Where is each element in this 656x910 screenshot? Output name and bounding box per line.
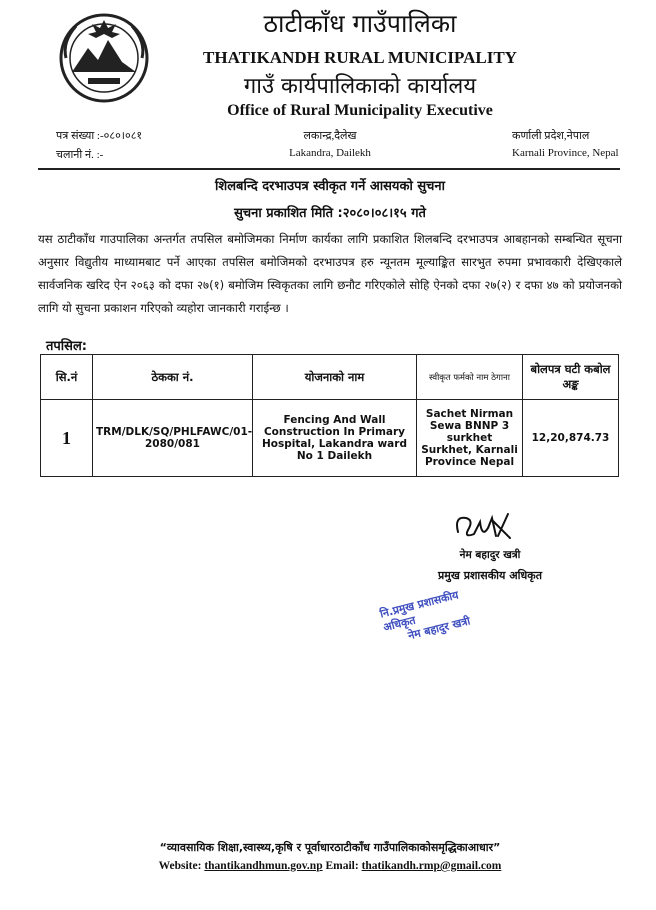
table-header-row [41,355,619,400]
cell-contract-no: TRM/DLK/SQ/PHLFAWC/01-2080/081 [93,400,253,477]
office-name-nepali: गाउँ कार्यपालिकाको कार्यालय [243,74,477,99]
place-nepali: लकान्द्र,दैलेख [303,130,357,142]
column-header-project: योजनाको नाम [253,355,417,400]
stamp-line-1: नि.प्रमुख प्रशासकीय अधिकृत [378,588,460,635]
cell-amount: 12,20,874.73 [523,400,619,477]
municipality-name-nepali: ठाटीकाँध गाउँपालिका [263,9,457,38]
published-date: सुचना प्रकाशित मिति :२०८०।०८।१५ गते [234,206,426,221]
schedule-label: तपसिल: [46,339,87,354]
header-divider [38,168,620,170]
letter-number: पत्र संख्या :-०८०।०८१ [56,130,143,142]
column-header-sn: सि.नं [41,355,93,400]
handwritten-signature [452,508,518,544]
municipality-emblem-logo [58,12,150,104]
footer-contact [80,860,580,872]
stamp-line-2: नेम बहादुर खत्री [406,614,472,643]
dispatch-number: चलानी नं. :- [56,149,104,161]
notice-subject: शिलबन्दि दरभाउपत्र स्वीकृत गर्ने आसयको सुचना [215,179,445,194]
schedule-table [40,354,619,477]
column-header-amount: बोलपत्र घटी कबोल अङ्क [523,355,619,400]
signatory-title: प्रमुख प्रशासकीय अधिकृत [438,569,542,582]
province-english: Karnali Province, Nepal [512,147,619,159]
table-row [41,400,619,477]
email-link[interactable]: thatikandh.rmp@gmail.com [361,860,502,872]
cell-project: Fencing And Wall Construction In Primary Hospital, Lakandra ward No 1 Dailekh [253,400,417,477]
footer-slogan: “व्यावसायिक शिक्षा,स्वास्थ्य,कृषि र पूर्वाधारठाटीकाँध गाउँपालिकाकोसमृद्धिकाआधार” [159,841,501,854]
website-link[interactable]: thantikandhmun.gov.np [204,860,323,872]
notice-body: यस ठाटीकाँध गाउपालिका अन्तर्गत तपसिल बमोजिमका निर्माण कार्यका लागि प्रकाशित शिलबन्दि दरभाउपत्र आबहानको सम्बन्धित सूचना अनुसार विद्युतीय माध्यामबाट पर्ने आएका तपसिल बमोजिमको दरभाउपत्र हरु न्यूनतम मूल्याङ्कित सारभुत रुपमा प्रभावकारी देखिएकाले सार्वजनिक खरिद ऐन २०६३ को दफा २७(१) बमोजिम स्विकृतका लागि छनौट गरिएकोले सोहि ऐनको दफा २७(२) र दफा ४७ को प्रयोजनको लागि यो सुचना प्रकाशन गरिएको व्यहोरा जानकारी गराईन्छ । [38,232,622,315]
column-header-contract-no: ठेकका नं. [93,355,253,400]
cell-sn: 1 [41,400,93,477]
website-label: Website: [158,860,202,872]
place-english: Lakandra, Dailekh [289,147,371,159]
official-stamp [379,581,496,648]
email-label: Email: [325,860,359,872]
office-name-english: Office of Rural Municipality Executive [227,102,493,119]
signatory-name: नेम बहादुर खत्री [459,549,521,561]
cell-firm: Sachet Nirman Sewa BNNP 3 surkhet Surkhet, Karnali Province Nepal [417,400,523,477]
province-nepali: कर्णाली प्रदेश,नेपाल [512,130,590,142]
municipality-name-english: THATIKANDH RURAL MUNICIPALITY [203,48,517,67]
column-header-firm: स्वीकृत फर्मको नाम ठेगाना [417,355,523,400]
